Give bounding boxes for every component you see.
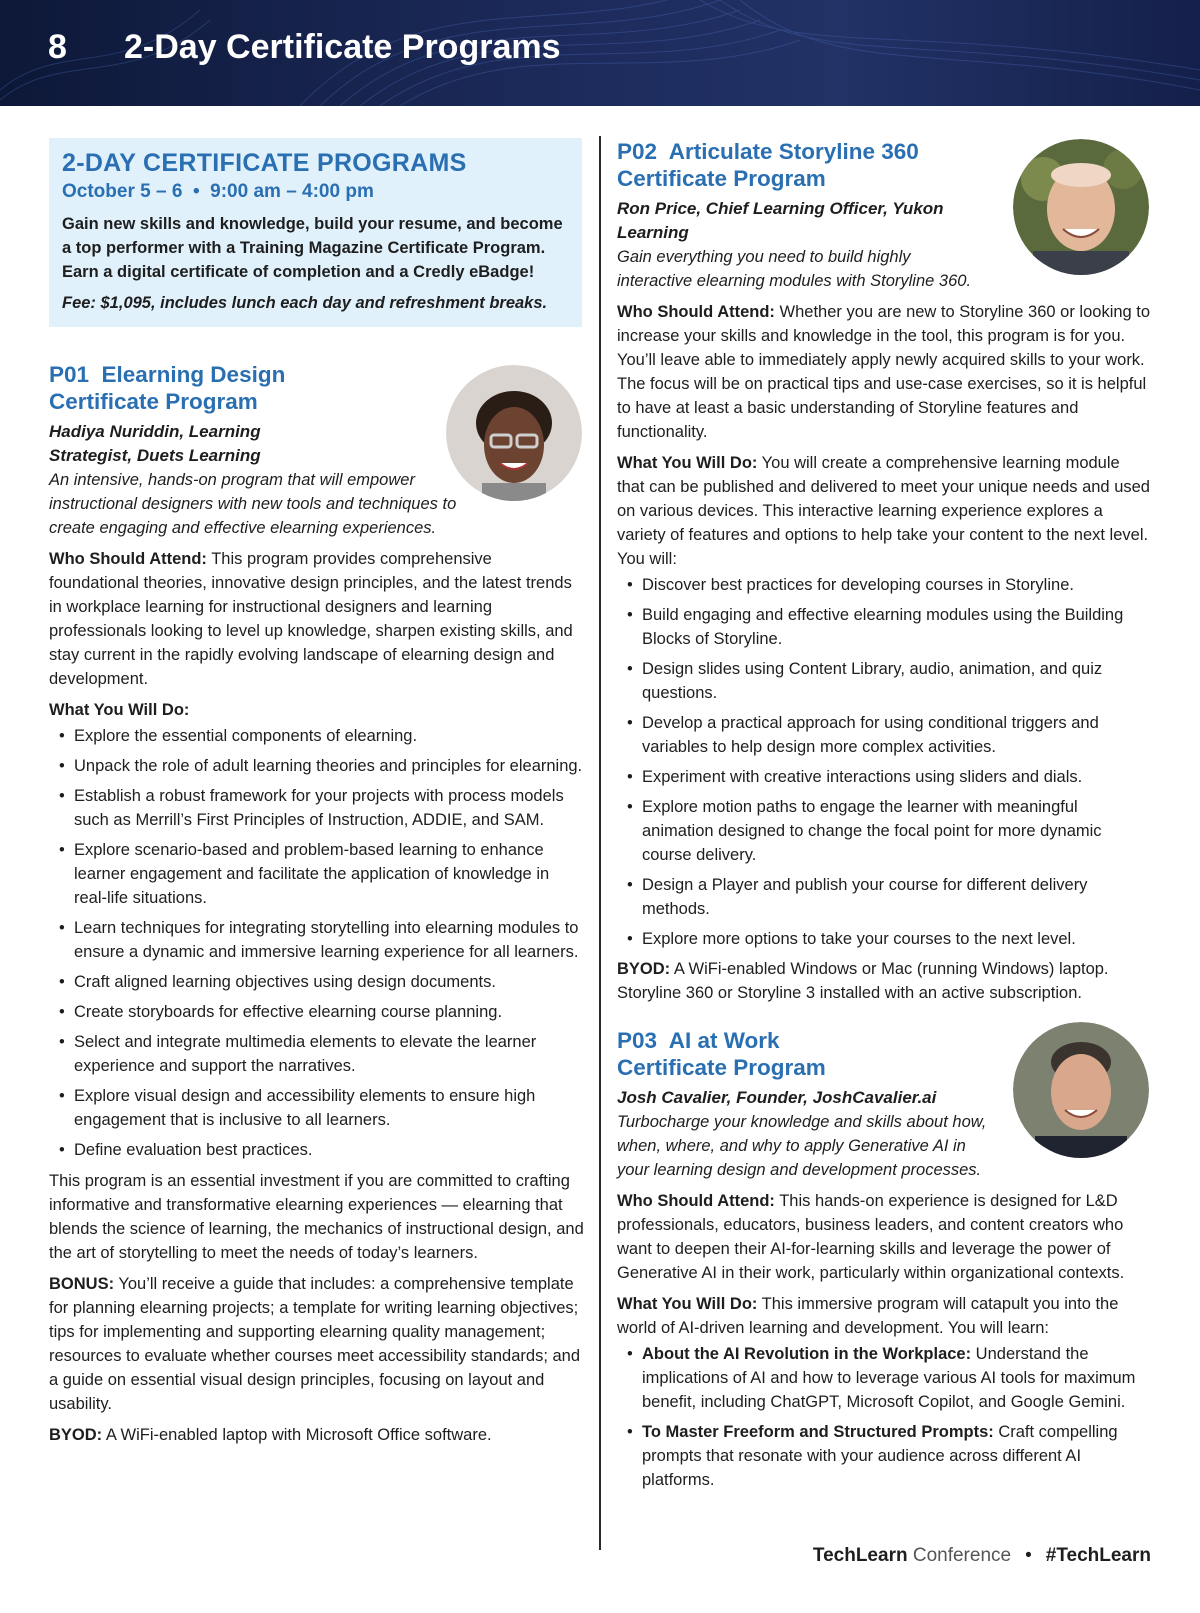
p02-byod	[617, 957, 1151, 1005]
list-item: • Build engaging and effective elearning modules using the Building Blocks of Storyline.	[617, 603, 1151, 651]
p01-what-label: What You Will Do:	[49, 701, 190, 719]
p01-title-line2: Certificate Program	[49, 389, 258, 414]
p01-title-line1: P01 Elearning Design	[49, 362, 286, 387]
p03-who-should-attend	[617, 1189, 1151, 1285]
p01-who-should-attend	[49, 547, 585, 691]
p01-description: An intensive, hands-on program that will empower instructional designers with new tools and techniques to create engaging and effective elearning experiences.	[49, 471, 457, 537]
p01-who-label: Who Should Attend:	[49, 550, 207, 568]
p01-bonus-text: You’ll receive a guide that includes: a comprehensive template for planning elearning projects; a template for writing learning objectives; tips for implementing and supporting elearning quality management; resources to evaluate whether courses meet accessibility standards; and a guide on essential visual design principles, focusing on layout and usability.	[49, 1275, 581, 1413]
p01-closing: This program is an essential investment if you are committed to crafting informative and transformative elearning experiences — elearning that blends the science of learning, the mechanics of instructional design, and the art of storytelling to meet the needs of today’s learners.	[49, 1172, 584, 1262]
list-item: • Learn techniques for integrating storytelling into elearning modules to ensure a dynamic and immersive learning experience for all learners.	[49, 916, 585, 964]
footer-hashtag: #TechLearn	[1045, 1545, 1151, 1566]
intro-date-time: October 5 – 6 • 9:00 am – 4:00 pm	[62, 181, 374, 202]
p03-bullet-label: About the AI Revolution in the Workplace:	[642, 1345, 972, 1363]
list-item: • Define evaluation best practices.	[49, 1138, 585, 1162]
p02-who-label: Who Should Attend:	[617, 303, 775, 321]
list-item: • Establish a robust framework for your projects with process models such as Merrill’s First Principles of Instruction, ADDIE, and SAM.	[49, 784, 585, 832]
list-item: • Discover best practices for developing courses in Storyline.	[617, 573, 1151, 597]
p02-who-text: Whether you are new to Storyline 360 or looking to increase your skills and knowledge in the tool, this program is for you. You’ll leave able to immediately apply newly acquired skills to your work. The focus will be on practical tips and use-case exercises, so it is helpful to have at least a basic understanding of Storyline features and functionality.	[617, 303, 1151, 441]
p03-who-label: Who Should Attend:	[617, 1192, 775, 1210]
p03-description: Turbocharge your knowledge and skills about how, when, where, and why to apply Generative AI in your learning design and development processes.	[617, 1113, 987, 1179]
p01-bullet-list	[49, 724, 585, 1162]
list-item	[617, 1420, 1151, 1492]
program-p01	[49, 361, 585, 1447]
p01-byod-label: BYOD:	[49, 1426, 103, 1444]
intro-box	[49, 138, 582, 327]
p01-bonus-label: BONUS:	[49, 1275, 115, 1293]
p02-instructor-photo	[1013, 139, 1149, 275]
column-divider	[599, 136, 601, 1550]
p03-instructor-photo	[1013, 1022, 1149, 1158]
list-item: • Explore motion paths to engage the learner with meaningful animation designed to change the focal point for more dynamic course delivery.	[617, 795, 1151, 867]
left-column	[49, 138, 585, 1447]
list-item: • Explore visual design and accessibility elements to ensure high engagement that is inclusive to all learners.	[49, 1084, 585, 1132]
p01-bonus	[49, 1272, 585, 1416]
p03-bullet-text: Craft compelling prompts that resonate with your audience across different AI platforms.	[642, 1423, 1118, 1489]
right-column	[617, 138, 1151, 1498]
list-item: • Develop a practical approach for using conditional triggers and variables to help design more complex activities.	[617, 711, 1151, 759]
p03-bullet-text: Understand the implications of AI and how to leverage various AI tools for maximum benefit, including ChatGPT, Microsoft Copilot, and Google Gemini.	[642, 1345, 1136, 1411]
list-item: • Explore scenario-based and problem-based learning to enhance learner engagement and facilitate the application of knowledge in real-life situations.	[49, 838, 585, 910]
p02-title-line1: P02 Articulate Storyline 360	[617, 139, 919, 164]
page-number: 8	[48, 28, 67, 66]
p02-what-label: What You Will Do:	[617, 454, 758, 472]
p01-instructor-photo	[446, 365, 582, 501]
p03-what-you-will-do	[617, 1292, 1151, 1340]
p01-byod-text: A WiFi-enabled laptop with Microsoft Office software.	[102, 1426, 492, 1444]
p01-instructor: Hadiya Nuriddin, Learning Strategist, Duets Learning	[49, 422, 261, 465]
p02-byod-label: BYOD:	[617, 960, 671, 978]
list-item: • Select and integrate multimedia elements to elevate the learner experience and support the narratives.	[49, 1030, 585, 1078]
list-item: • Design slides using Content Library, audio, animation, and quiz questions.	[617, 657, 1151, 705]
header-banner	[0, 0, 1200, 106]
p03-title-line1: P03 AI at Work	[617, 1028, 780, 1053]
list-item: • Design a Player and publish your course for different delivery methods.	[617, 873, 1151, 921]
p02-what-text: You will create a comprehensive learning module that can be published and delivered to meet your unique needs and used on various devices. This interactive learning experience explores a variety of features and options to help take your content to the next level. You will:	[617, 454, 1150, 568]
page-title: 2-Day Certificate Programs	[124, 28, 561, 66]
list-item	[617, 1342, 1151, 1414]
p02-instructor: Ron Price, Chief Learning Officer, Yukon Learning	[617, 199, 944, 242]
list-item: • Explore more options to take your courses to the next level.	[617, 927, 1151, 951]
p03-what-label: What You Will Do:	[617, 1295, 758, 1313]
p02-what-you-will-do	[617, 451, 1151, 571]
list-item: • Unpack the role of adult learning theories and principles for elearning.	[49, 754, 585, 778]
p03-bullet-label: To Master Freeform and Structured Prompts:	[642, 1423, 994, 1441]
p01-byod	[49, 1423, 585, 1447]
list-item: • Experiment with creative interactions using sliders and dials.	[617, 765, 1151, 789]
list-item: • Explore the essential components of elearning.	[49, 724, 585, 748]
p02-who-should-attend	[617, 300, 1151, 444]
footer-brand-bold: TechLearn	[812, 1545, 908, 1566]
p02-description: Gain everything you need to build highly interactive elearning modules with Storyline 360.	[617, 248, 972, 290]
footer-brand-light: Conference	[907, 1545, 1012, 1566]
p02-byod-text: A WiFi-enabled Windows or Mac (running Windows) laptop. Storyline 360 or Storyline 3 installed with an active subscription.	[617, 960, 1109, 1002]
intro-fee: Fee: $1,095, includes lunch each day and refreshment breaks.	[62, 294, 548, 312]
intro-text: Gain new skills and knowledge, build your resume, and become a top performer with a Training Magazine Certificate Program. Earn a digital certificate of completion and a Credly eBadge!	[62, 215, 563, 281]
p02-bullet-list	[617, 573, 1151, 951]
p03-who-text: This hands-on experience is designed for L&D professionals, educators, business leaders, and content creators who want to deepen their AI-for-learning skills and leverage the power of Generative AI in their work, particularly within organizational contexts.	[617, 1192, 1125, 1282]
list-item: • Create storyboards for effective elearning course planning.	[49, 1000, 585, 1024]
p01-who-text: This program provides comprehensive foundational theories, innovative design principles, and the latest trends in workplace learning for instructional designers and learning professionals looking to level up knowledge, sharpen existing skills, and stay current in the rapidly evolving landscape of elearning design and development.	[49, 550, 573, 688]
footer	[813, 1545, 1151, 1567]
p02-title-line2: Certificate Program	[617, 166, 826, 191]
p03-title-line2: Certificate Program	[617, 1055, 826, 1080]
list-item: • Craft aligned learning objectives using design documents.	[49, 970, 585, 994]
footer-separator: •	[1025, 1545, 1032, 1566]
p03-what-text: This immersive program will catapult you into the world of AI-driven learning and development. You will learn:	[617, 1295, 1119, 1337]
intro-title: 2-DAY CERTIFICATE PROGRAMS	[62, 149, 467, 177]
p03-bullet-list	[617, 1342, 1151, 1492]
p03-instructor: Josh Cavalier, Founder, JoshCavalier.ai	[617, 1088, 937, 1107]
